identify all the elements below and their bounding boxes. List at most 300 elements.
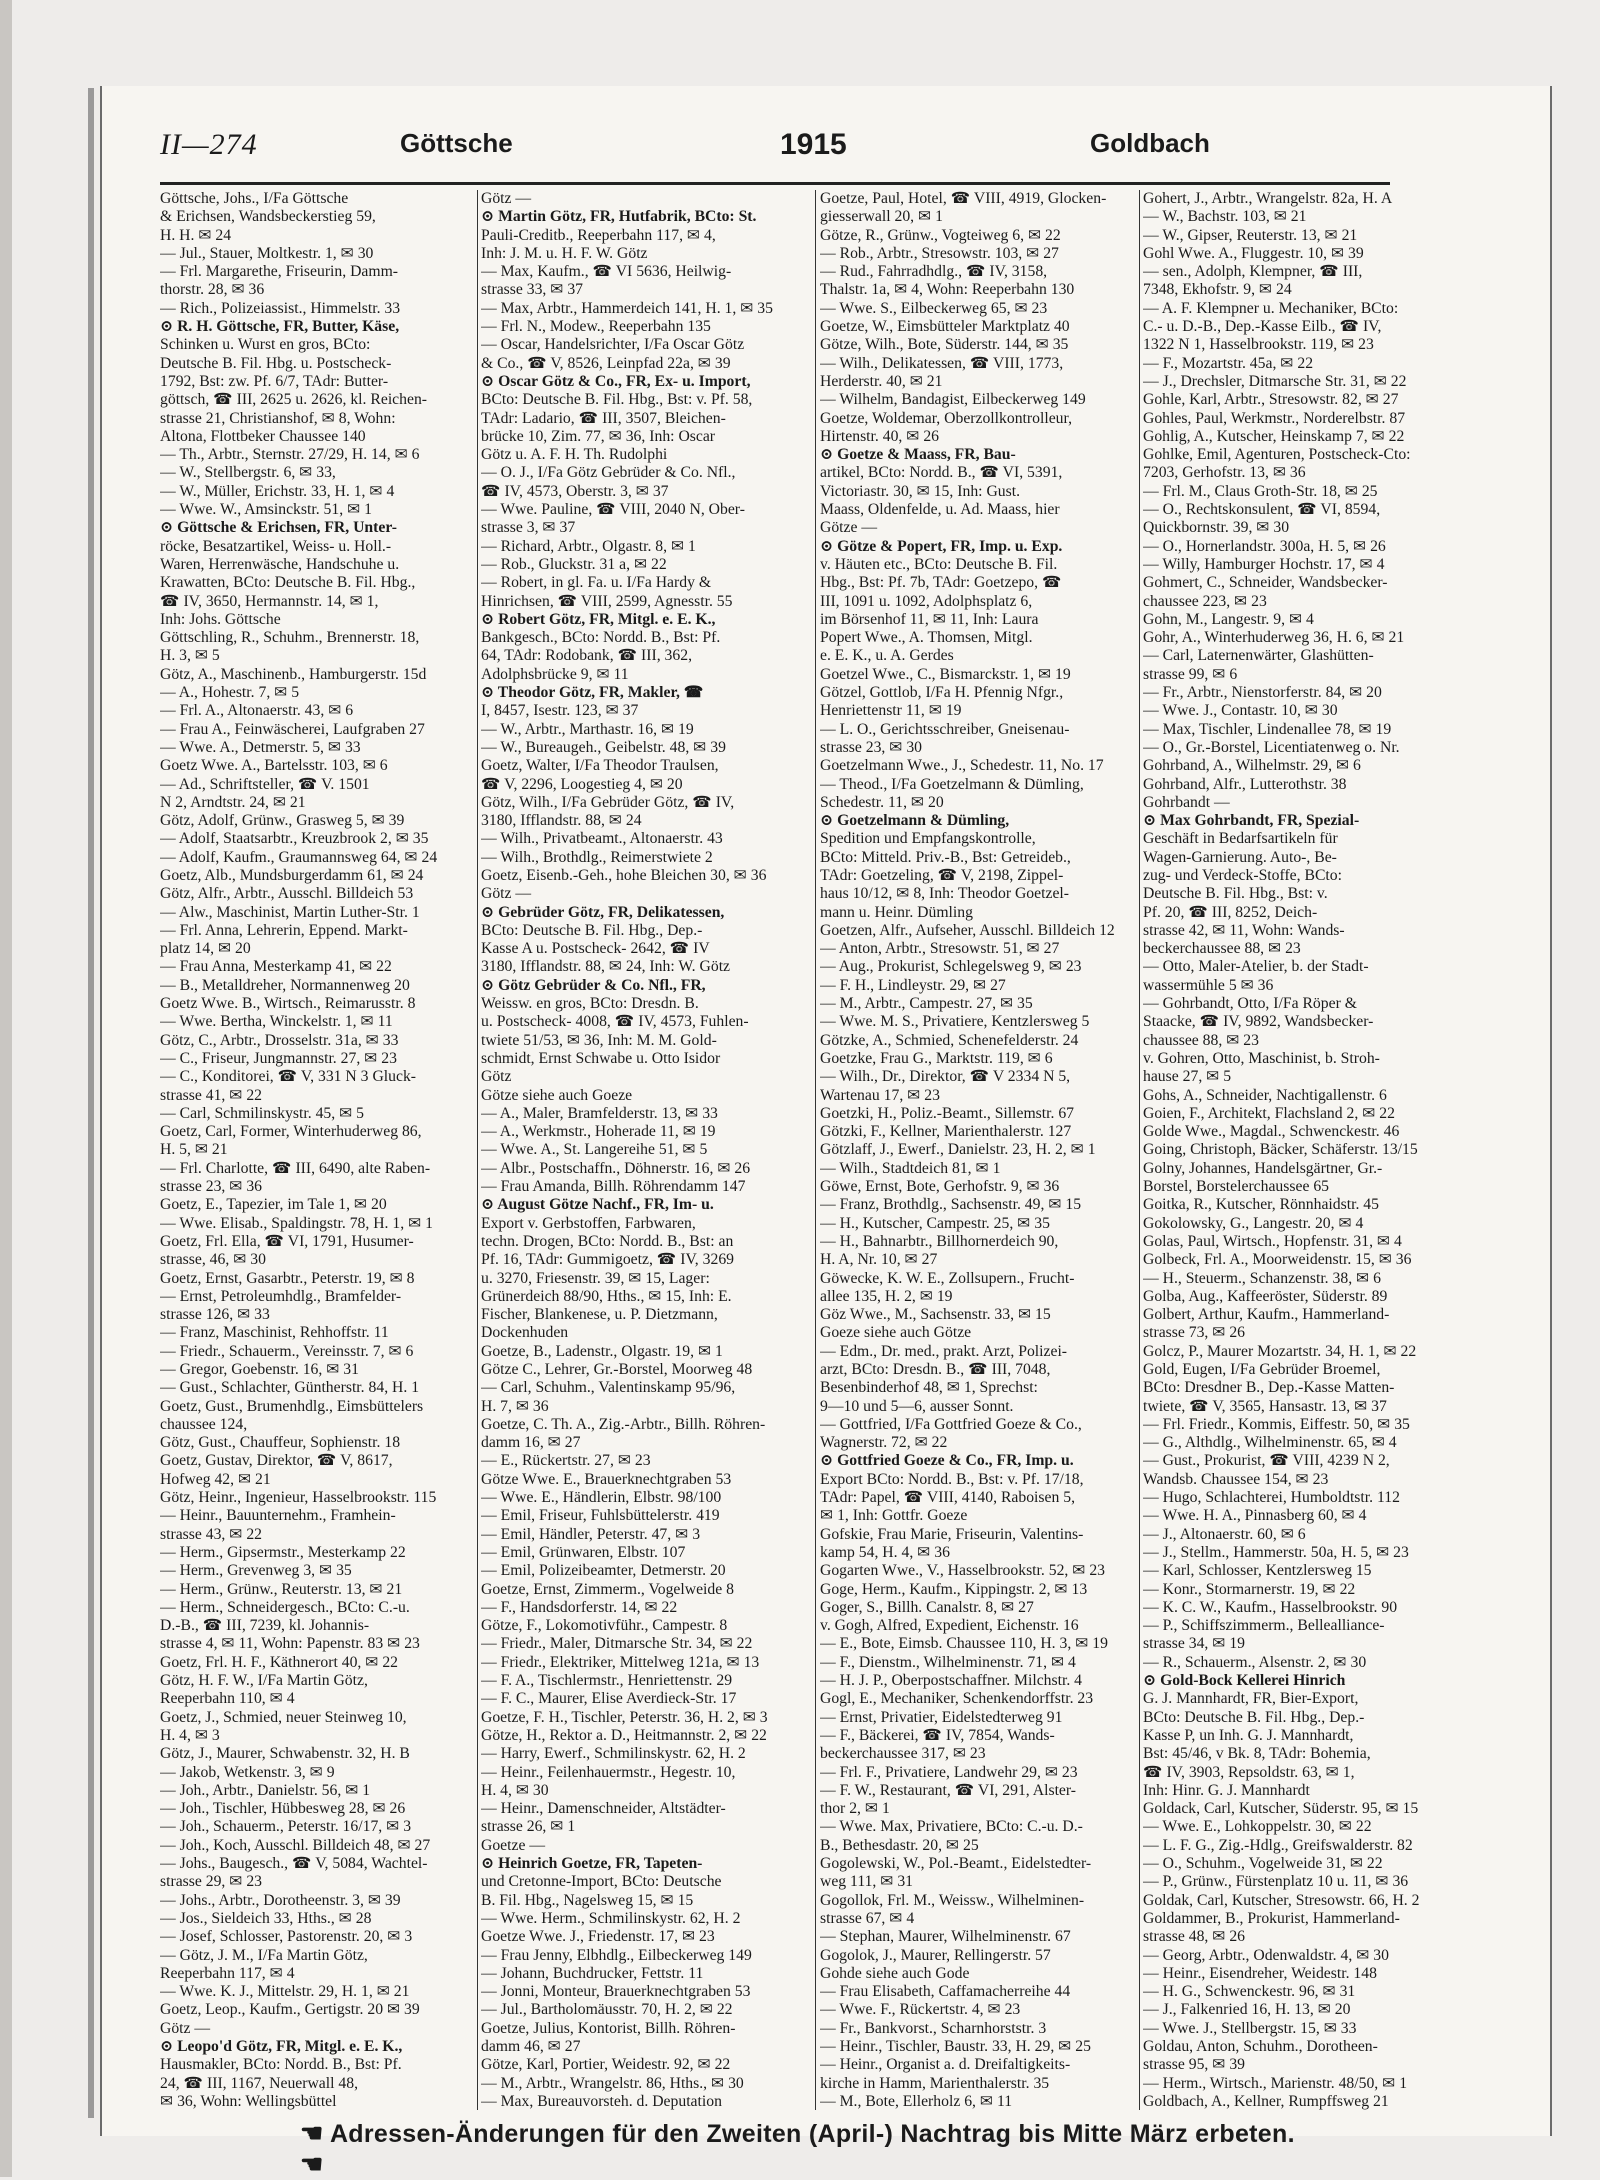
directory-line: — Götz, J. M., I/Fa Martin Götz, xyxy=(160,1946,368,1964)
directory-line: Pf. 20, ☎ III, 8252, Deich- xyxy=(1143,903,1318,921)
directory-line: — Wwe. Bertha, Winckelstr. 1, ✉ 11 xyxy=(160,1013,393,1031)
directory-line: Wandsb. Chaussee 154, ✉ 23 xyxy=(1143,1470,1329,1488)
directory-line: Gogollok, Frl. M., Weissw., Wilhelminen- xyxy=(820,1891,1085,1909)
directory-line: 1322 N 1, Hasselbrookstr. 119, ✉ 23 xyxy=(1143,336,1374,354)
directory-line: ⊙ Robert Götz, FR, Mitgl. e. E. K., xyxy=(481,610,716,628)
directory-line: ⊙ Gebrüder Götz, FR, Delikatessen, xyxy=(481,903,725,921)
directory-line: Gohmert, C., Schneider, Wandsbecker- xyxy=(1143,574,1388,592)
directory-line: — Herm., Gipsermstr., Mesterkamp 22 xyxy=(160,1543,406,1561)
directory-line: TAdr: Papel, ☎ VIII, 4140, Raboisen 5, xyxy=(820,1489,1076,1507)
directory-line: — Frl. Charlotte, ☎ III, 6490, alte Raben- xyxy=(160,1159,431,1177)
directory-line: Goetz, Alb., Mundsburgerdamm 61, ✉ 24 xyxy=(160,866,424,884)
directory-line: — Ad., Schriftsteller, ☎ V. 1501 xyxy=(160,775,370,793)
directory-line: — C., Konditorei, ☎ V, 331 N 3 Gluck- xyxy=(160,1068,417,1086)
directory-line: — Wwe. E., Händlerin, Elbstr. 98/100 xyxy=(481,1489,722,1507)
directory-line: Gogolok, J., Maurer, Rellingerstr. 57 xyxy=(820,1946,1051,1964)
directory-line: — Jul., Stauer, Moltkestr. 1, ✉ 30 xyxy=(160,244,374,262)
directory-line: — O., Gr.-Borstel, Licentiatenweg o. Nr. xyxy=(1143,738,1400,756)
directory-line: 3180, Ifflandstr. 88, ✉ 24, Inh: W. Götz xyxy=(481,958,731,976)
directory-line: — Willy, Hamburger Hochstr. 17, ✉ 4 xyxy=(1143,555,1385,573)
directory-line: Goldak, Carl, Kutscher, Stresowstr. 66, H. 2 xyxy=(1143,1891,1420,1909)
directory-line: strasse 21, Christianshof, ✉ 8, Wohn: xyxy=(160,409,396,427)
directory-line: — Frl. Anna, Lehrerin, Eppend. Markt- xyxy=(160,921,408,939)
directory-line: ☎ IV, 3903, Repsoldstr. 63, ✉ 1, xyxy=(1143,1763,1355,1781)
directory-line: Going, Christoph, Bäcker, Schäferstr. 13/15 xyxy=(1143,1141,1418,1159)
directory-line: III, 1091 u. 1092, Adolphsplatz 6, xyxy=(820,592,1033,610)
directory-line: haus 10/12, ✉ 8, Inh: Theodor Goetzel- xyxy=(820,885,1069,903)
directory-line: — Frl. Margarethe, Friseurin, Damm- xyxy=(160,263,399,281)
directory-line: — O., Rechtskonsulent, ☎ VI, 8594, xyxy=(1143,501,1381,519)
directory-line: — Heinr., Organist a. d. Dreifaltigkeits- xyxy=(820,2056,1071,2074)
directory-line: Gold, Eugen, I/Fa Gebrüder Broemel, xyxy=(1143,1361,1381,1378)
directory-line: Goetze, W., Eimsbütteler Marktplatz 40 xyxy=(820,318,1070,336)
directory-line: H. H. ✉ 24 xyxy=(160,226,232,244)
directory-line: — Joh., Schauerm., Peterstr. 16/17, ✉ 3 xyxy=(160,1818,412,1836)
directory-line: — Wilh., Dr., Direktor, ☎ V 2334 N 5, xyxy=(820,1068,1071,1086)
directory-line: 7203, Gerhofstr. 13, ✉ 36 xyxy=(1143,464,1306,482)
directory-line: strasse 48, ✉ 26 xyxy=(1143,1928,1246,1946)
directory-line: röcke, Besatzartikel, Weiss- u. Holl.- xyxy=(160,537,392,555)
directory-line: — Wwe. Max, Privatiere, BCto: C.-u. D.- xyxy=(820,1818,1083,1836)
directory-line: — Johs., Baugesch., ☎ V, 5084, Wachtel- xyxy=(160,1855,428,1873)
directory-line: v. Gogh, Alfred, Expedient, Eichenstr. 16 xyxy=(820,1617,1079,1635)
directory-line: — Heinr., Eisendreher, Weidestr. 148 xyxy=(1143,1964,1377,1982)
directory-line: beckerchaussee 88, ✉ 23 xyxy=(1143,940,1301,958)
directory-line: — Frl. A., Altonaerstr. 43, ✉ 6 xyxy=(160,702,354,720)
directory-line: twiete, ☎ V, 3565, Hansastr. 13, ✉ 37 xyxy=(1143,1397,1387,1415)
directory-line: strasse 23, ✉ 30 xyxy=(820,738,923,756)
directory-line: — F., Bäckerei, ☎ IV, 7854, Wands- xyxy=(820,1726,1055,1744)
directory-line: — M., Bote, Ellerholz 6, ✉ 11 xyxy=(820,2092,1013,2110)
directory-line: weg 111, ✉ 31 xyxy=(820,1873,914,1891)
directory-line: — Friedr., Maler, Ditmarsche Str. 34, ✉ 22 xyxy=(481,1635,753,1653)
directory-line: — Albr., Postschaffn., Döhnerstr. 16, ✉ 26 xyxy=(481,1159,751,1177)
directory-line: — W., Bachstr. 103, ✉ 21 xyxy=(1143,208,1307,226)
directory-line: — Wwe. F., Rückertstr. 4, ✉ 23 xyxy=(820,2001,1021,2019)
directory-line: Export v. Gerbstoffen, Farbwaren, xyxy=(481,1214,696,1232)
directory-line: Götz u. A. F. H. Th. Rudolphi xyxy=(481,446,668,464)
directory-line: — Jos., Sieldeich 33, Hths., ✉ 28 xyxy=(160,1909,372,1927)
directory-line: und Cretonne-Import, BCto: Deutsche xyxy=(481,1873,722,1891)
directory-line: BCto: Deutsche B. Fil. Hbg., Bst: v. Pf. 58, xyxy=(481,391,753,409)
directory-line: mann u. Heinr. Dümling xyxy=(820,903,973,921)
directory-line: — Franz, Brothdlg., Sachsenstr. 49, ✉ 15 xyxy=(820,1196,1082,1214)
directory-line: ⊙ Götze & Popert, FR, Imp. u. Exp. xyxy=(820,537,1063,555)
directory-line: 64, TAdr: Rodobank, ☎ III, 362, xyxy=(481,647,693,665)
directory-line: Götzlaff, J., Ewerf., Danielstr. 23, H. 2, ✉ 1 xyxy=(820,1141,1096,1159)
directory-line: — Max, Kaufm., ☎ VI 5636, Heilwig- xyxy=(481,263,732,281)
directory-line: — Frau Elisabeth, Caffamacherreihe 44 xyxy=(820,1983,1071,2001)
directory-line: artikel, BCto: Nordd. B., ☎ VI, 5391, xyxy=(820,464,1063,482)
directory-line: — F. W., Restaurant, ☎ VI, 291, Alster- xyxy=(820,1781,1077,1799)
directory-line: thor 2, ✉ 1 xyxy=(820,1800,890,1818)
directory-line: — P., Grünw., Fürstenplatz 10 u. 11, ✉ 36 xyxy=(1143,1873,1409,1891)
directory-line: Quickbornstr. 39, ✉ 30 xyxy=(1143,519,1290,537)
directory-line: — Rud., Fahrradhdlg., ☎ IV, 3158, xyxy=(820,263,1048,281)
directory-line: — J., Drechsler, Ditmarsche Str. 31, ✉ 22 xyxy=(1143,372,1407,390)
directory-line: — Konr., Stormarnerstr. 19, ✉ 22 xyxy=(1143,1580,1356,1598)
directory-line: H. 5, ✉ 21 xyxy=(160,1141,228,1159)
directory-line: — Jul., Bartholomäusstr. 70, H. 2, ✉ 22 xyxy=(481,2001,733,2019)
directory-line: H. 7, ✉ 36 xyxy=(481,1397,549,1415)
directory-line: Bst: 45/46, v Bk. 8, TAdr: Bohemia, xyxy=(1143,1745,1371,1763)
directory-line: — Emil, Händler, Peterstr. 47, ✉ 3 xyxy=(481,1525,701,1543)
directory-line: Pauli-Creditb., Reeperbahn 117, ✉ 4, xyxy=(481,226,716,244)
directory-line: strasse 126, ✉ 33 xyxy=(160,1306,270,1324)
directory-line: strasse 3, ✉ 37 xyxy=(481,519,576,537)
directory-line: Pf. 16, TAdr: Gummigoetz, ☎ IV, 3269 xyxy=(481,1251,735,1269)
directory-line: I, 8457, Isestr. 123, ✉ 37 xyxy=(481,702,639,720)
directory-line: Reeperbahn 117, ✉ 4 xyxy=(160,1964,295,1982)
directory-line: — Wwe. A., Detmerstr. 5, ✉ 33 xyxy=(160,738,361,756)
directory-line: — J., Altonaerstr. 60, ✉ 6 xyxy=(1143,1525,1306,1543)
header-rule xyxy=(160,182,1390,185)
directory-line: Gohde siehe auch Gode xyxy=(820,1964,970,1982)
directory-line: H. 4, ✉ 3 xyxy=(160,1726,220,1744)
directory-line: u. 3270, Friesenstr. 39, ✉ 15, Lager: xyxy=(481,1269,710,1287)
directory-line: zug- und Verdeck-Stoffe, BCto: xyxy=(1143,866,1342,884)
directory-line: — Johann, Buchdrucker, Fettstr. 11 xyxy=(481,1964,704,1982)
footer-text: Adressen-Änderungen für den Zweiten (April-) Nachtrag bis Mitte März erbeten. xyxy=(329,2120,1295,2148)
pointing-hand-icon: ☚ xyxy=(300,2149,324,2179)
directory-line: Goetz, Gust., Brumenhdlg., Eimsbüttelers xyxy=(160,1397,424,1415)
directory-line: strasse 99, ✉ 6 xyxy=(1143,665,1238,683)
directory-line: — Rob., Gluckstr. 31 a, ✉ 22 xyxy=(481,555,667,573)
directory-line: Götz — xyxy=(160,2019,211,2037)
directory-line: strasse 73, ✉ 26 xyxy=(1143,1324,1246,1342)
directory-line: — Wilhelm, Bandagist, Eilbeckerweg 149 xyxy=(820,391,1086,409)
directory-line: Goetz Wwe. A., Bartelsstr. 103, ✉ 6 xyxy=(160,757,388,775)
directory-line: Gohles, Paul, Werkmstr., Norderelbstr. 87 xyxy=(1143,409,1406,427)
directory-line: ⊙ Oscar Götz & Co., FR, Ex- u. Import, xyxy=(481,372,751,390)
directory-line: Goitka, R., Kutscher, Rönnhaidstr. 45 xyxy=(1143,1196,1379,1214)
directory-line: Deutsche B. Fil. Hbg., Bst: v. xyxy=(1143,885,1328,903)
directory-line: — Gohrbandt, Otto, I/Fa Röper & xyxy=(1143,995,1357,1013)
directory-line: Gokolowsky, G., Langestr. 20, ✉ 4 xyxy=(1143,1214,1364,1232)
directory-line: Götz, H. F. W., I/Fa Martin Götz, xyxy=(160,1672,368,1690)
directory-line: — Carl, Schmilinskystr. 45, ✉ 5 xyxy=(160,1104,365,1122)
directory-line: Götz — xyxy=(481,190,532,207)
left-keyword: Göttsche xyxy=(400,128,513,158)
directory-line: Geschäft in Bedarfsartikeln für xyxy=(1143,830,1338,848)
directory-line: ⊙ Theodor Götz, FR, Makler, ☎ xyxy=(481,684,704,702)
directory-line: Gohn, M., Langestr. 9, ✉ 4 xyxy=(1143,610,1314,628)
directory-line: strasse 29, ✉ 23 xyxy=(160,1873,263,1891)
directory-line: — Frau Anna, Mesterkamp 41, ✉ 22 xyxy=(160,958,392,976)
directory-line: — Joh., Koch, Ausschl. Billdeich 48, ✉ 27 xyxy=(160,1836,431,1854)
directory-line: Goldau, Anton, Schuhm., Dorotheen- xyxy=(1143,2037,1378,2055)
pointing-hand-icon: ☚ xyxy=(300,2118,324,2148)
directory-line: ⊙ R. H. Göttsche, FR, Butter, Käse, xyxy=(160,318,400,336)
directory-line: — Theod., I/Fa Goetzelmann & Dümling, xyxy=(820,775,1084,793)
directory-line: Herderstr. 40, ✉ 21 xyxy=(820,372,943,390)
directory-line: ⊙ Götz Gebrüder & Co. Nfl., FR, xyxy=(481,976,706,994)
directory-line: — W., Gipser, Reuterstr. 13, ✉ 21 xyxy=(1143,226,1358,244)
directory-line: H. 3, ✉ 5 xyxy=(160,647,220,665)
directory-line: Götze, Karl, Portier, Weidestr. 92, ✉ 22 xyxy=(481,2056,731,2074)
directory-line: Wartenau 17, ✉ 23 xyxy=(820,1086,940,1104)
directory-line: — Josef, Schlosser, Pastorenstr. 20, ✉ 3 xyxy=(160,1928,413,1946)
directory-line: — Wwe. J., Contastr. 10, ✉ 30 xyxy=(1143,702,1338,720)
directory-line: Gohlig, A., Kutscher, Heinskamp 7, ✉ 22 xyxy=(1143,427,1405,445)
directory-line: Göttschling, R., Schuhm., Brennerstr. 18, xyxy=(160,629,420,647)
directory-line: Göwecke, K. W. E., Zollsupern., Frucht- xyxy=(820,1269,1075,1287)
directory-line: Krawatten, BCto: Deutsche B. Fil. Hbg., xyxy=(160,574,416,592)
directory-line: ⊙ Heinrich Goetze, FR, Tapeten- xyxy=(481,1855,703,1873)
directory-line: giesserwall 20, ✉ 1 xyxy=(820,208,943,226)
directory-line: — Gregor, Goebenstr. 16, ✉ 31 xyxy=(160,1361,359,1378)
directory-line: Götz, C., Arbtr., Drosselstr. 31a, ✉ 33 xyxy=(160,1031,399,1049)
directory-line: Goetze Wwe. J., Friedenstr. 17, ✉ 23 xyxy=(481,1928,715,1946)
directory-line: 1792, Bst: zw. Pf. 6/7, TAdr: Butter- xyxy=(160,372,389,390)
directory-line: BCto: Mitteld. Priv.-B., Bst: Getreideb., xyxy=(820,848,1071,866)
directory-line: Götz — xyxy=(481,885,532,903)
directory-line: strasse 95, ✉ 39 xyxy=(1143,2056,1246,2074)
directory-line: — Joh., Tischler, Hübbesweg 28, ✉ 26 xyxy=(160,1800,406,1818)
directory-line: Goetz Wwe. B., Wirtsch., Reimarusstr. 8 xyxy=(160,995,416,1013)
directory-line: schmidt, Ernst Schwabe u. Otto Isidor xyxy=(481,1049,721,1067)
directory-line: Besenbinderhof 48, ✉ 1, Sprechst: xyxy=(820,1379,1038,1397)
directory-line: — W., Müller, Erichstr. 33, H. 1, ✉ 4 xyxy=(160,482,395,500)
directory-line: — W., Arbtr., Marthastr. 16, ✉ 19 xyxy=(481,720,694,738)
directory-line: göttsch, ☎ III, 2625 u. 2626, kl. Reichen- xyxy=(160,391,428,409)
directory-line: — O., Hornerlandstr. 300a, H. 5, ✉ 26 xyxy=(1143,537,1386,555)
directory-line: — Harry, Ewerf., Schmilinskystr. 62, H. 2 xyxy=(481,1745,746,1763)
directory-line: twiete 51/53, ✉ 36, Inh: M. M. Gold- xyxy=(481,1031,717,1049)
directory-line: ⊙ Goetzelmann & Dümling, xyxy=(820,812,1010,830)
directory-line: — Stephan, Maurer, Wilhelminenstr. 67 xyxy=(820,1928,1071,1946)
directory-line: Goetz, E., Tapezier, im Tale 1, ✉ 20 xyxy=(160,1196,387,1214)
directory-line: Golba, Aug., Kaffeeröster, Süderstr. 89 xyxy=(1143,1287,1388,1305)
directory-line: Wagen-Garnierung. Auto-, Be- xyxy=(1143,848,1337,866)
directory-line: Goldammer, B., Prokurist, Hammerland- xyxy=(1143,1909,1400,1927)
directory-line: — L. F. G., Zig.-Hdlg., Greifswalderstr. 82 xyxy=(1143,1836,1413,1854)
directory-line: Goetze, Woldemar, Oberzollkontrolleur, xyxy=(820,409,1073,427)
directory-line: chaussee 88, ✉ 23 xyxy=(1143,1031,1259,1049)
directory-line: Fischer, Blankenese, u. P. Dietzmann, xyxy=(481,1306,718,1324)
directory-line: e. E. K., u. A. Gerdes xyxy=(820,647,954,665)
directory-line: Goetze — xyxy=(481,1836,546,1854)
directory-line: N 2, Arndtstr. 24, ✉ 21 xyxy=(160,793,306,811)
directory-line: — Friedr., Schauerm., Vereinsstr. 7, ✉ 6 xyxy=(160,1342,414,1360)
directory-line: B. Fil. Hbg., Nagelsweg 15, ✉ 15 xyxy=(481,1891,694,1909)
directory-line: — Joh., Arbtr., Danielstr. 56, ✉ 1 xyxy=(160,1781,371,1799)
directory-line: — Th., Arbtr., Sternstr. 27/29, H. 14, ✉ 6 xyxy=(160,446,420,464)
directory-line: ⊙ Max Gohrbandt, FR, Spezial- xyxy=(1143,812,1360,830)
directory-line: Deutsche B. Fil. Hbg. u. Postscheck- xyxy=(160,354,392,372)
directory-line: Golny, Johannes, Handelsgärtner, Gr.- xyxy=(1143,1159,1383,1177)
directory-line: — Max, Arbtr., Hammerdeich 141, H. 1, ✉ 35 xyxy=(481,299,773,317)
directory-line: — Robert, in gl. Fa. u. I/Fa Hardy & xyxy=(481,574,712,592)
directory-line: Gofskie, Frau Marie, Friseurin, Valentins- xyxy=(820,1525,1084,1543)
directory-line: Waren, Herrenwäsche, Handschuhe u. xyxy=(160,555,400,573)
directory-line: — F. H., Lindleystr. 29, ✉ 27 xyxy=(820,976,1006,994)
directory-line: H. A, Nr. 10, ✉ 27 xyxy=(820,1251,938,1269)
directory-line: — H., Steuerm., Schanzenstr. 38, ✉ 6 xyxy=(1143,1269,1381,1287)
directory-line: Schedestr. 11, ✉ 20 xyxy=(820,793,944,811)
directory-line: — P., Schiffszimmerm., Bellealliance- xyxy=(1143,1617,1385,1635)
directory-line: — Otto, Maler-Atelier, b. der Stadt- xyxy=(1143,958,1369,976)
directory-line: ☎ IV, 3650, Hermannstr. 14, ✉ 1, xyxy=(160,592,379,610)
directory-line: chaussee 223, ✉ 23 xyxy=(1143,592,1267,610)
directory-line: & Co., ☎ V, 8526, Leinpfad 22a, ✉ 39 xyxy=(481,354,731,372)
directory-line: — Heinr., Bauunternehm., Framhein- xyxy=(160,1507,396,1525)
directory-line: — E., Bote, Eimsb. Chaussee 110, H. 3, ✉ 19 xyxy=(820,1635,1108,1653)
directory-line: — Georg, Arbtr., Odenwaldstr. 4, ✉ 30 xyxy=(1143,1946,1389,1964)
directory-line: Goetzel Wwe., C., Bismarckstr. 1, ✉ 19 xyxy=(820,665,1071,683)
directory-line: Hausmakler, BCto: Nordd. B., Bst: Pf. xyxy=(160,2056,402,2074)
directory-line: Goetz, Frl. Ella, ☎ VI, 1791, Husumer- xyxy=(160,1232,414,1250)
column-divider xyxy=(477,190,478,2110)
directory-line: TAdr: Goetzeling, ☎ V, 2198, Zippel- xyxy=(820,866,1064,884)
directory-line: Goetze, Ernst, Zimmerm., Vogelweide 8 xyxy=(481,1580,734,1598)
directory-line: strasse 23, ✉ 36 xyxy=(160,1178,263,1196)
directory-line: ⊙ Göttsche & Erichsen, FR, Unter- xyxy=(160,519,397,537)
directory-line: — Karl, Schlosser, Kentzlersweg 15 xyxy=(1143,1562,1372,1580)
directory-line: — Gottfried, I/Fa Gottfried Goeze & Co., xyxy=(820,1415,1082,1433)
directory-line: strasse 41, ✉ 22 xyxy=(160,1086,263,1104)
directory-line: ⊙ Martin Götz, FR, Hutfabrik, BCto: St. xyxy=(481,208,757,226)
directory-line: Götz, Adolf, Grünw., Grasweg 5, ✉ 39 xyxy=(160,812,405,830)
directory-line: — H., Kutscher, Campestr. 25, ✉ 35 xyxy=(820,1214,1050,1232)
directory-line: v. Gohren, Otto, Maschinist, b. Stroh- xyxy=(1143,1049,1380,1067)
directory-line: kamp 54, H. 4, ✉ 36 xyxy=(820,1543,950,1561)
directory-line: Goetzelmann Wwe., J., Schedestr. 11, No. 17 xyxy=(820,757,1104,775)
directory-line: — F. C., Maurer, Elise Averdieck-Str. 17 xyxy=(481,1690,737,1708)
directory-line: ⊙ August Götze Nachf., FR, Im- u. xyxy=(481,1196,714,1214)
directory-line: Goeze siehe auch Götze xyxy=(820,1324,972,1342)
directory-line: Goetze, B., Ladenstr., Olgastr. 19, ✉ 1 xyxy=(481,1342,723,1360)
directory-line: Golcz, P., Maurer Mozartstr. 34, H. 1, ✉ 22 xyxy=(1143,1342,1417,1360)
directory-line: — Wwe. E., Lohkoppelstr. 30, ✉ 22 xyxy=(1143,1818,1372,1836)
directory-line: Götze, H., Rektor a. D., Heitmannstr. 2, ✉ 22 xyxy=(481,1726,767,1744)
directory-line: — O., Schuhm., Vogelweide 31, ✉ 22 xyxy=(1143,1855,1383,1873)
directory-line: Götzel, Gottlob, I/Fa H. Pfennig Nfgr., xyxy=(820,684,1064,702)
directory-line: Gohrbandt — xyxy=(1143,793,1230,811)
directory-line: — Ernst, Petroleumhdlg., Bramfelder- xyxy=(160,1287,402,1305)
directory-line: Gogarten Wwe., V., Hasselbrookstr. 52, ✉ 23 xyxy=(820,1562,1106,1580)
directory-line: — K. C. W., Kaufm., Hasselbrookstr. 90 xyxy=(1143,1598,1398,1616)
directory-line: Götzki, F., Kellner, Marienthalerstr. 127 xyxy=(820,1123,1072,1141)
directory-line: Göttsche, Johs., I/Fa Göttsche xyxy=(160,190,349,207)
directory-line: Staacke, ☎ IV, 9892, Wandsbecker- xyxy=(1143,1013,1374,1031)
directory-line: — F., Mozartstr. 45a, ✉ 22 xyxy=(1143,354,1314,372)
directory-line: Inh: J. M. u. H. F. W. Götz xyxy=(481,244,648,262)
directory-line: 9—10 und 5—6, ausser Sonnt. xyxy=(820,1397,1014,1415)
directory-line: Bankgesch., BCto: Nordd. B., Bst: Pf. xyxy=(481,629,721,647)
directory-line: — Rich., Polizeiassist., Himmelstr. 33 xyxy=(160,299,401,317)
directory-line: — Adolf, Kaufm., Graumannsweg 64, ✉ 24 xyxy=(160,848,438,866)
directory-line: Popert Wwe., A. Thomsen, Mitgl. xyxy=(820,629,1033,647)
directory-line: — Frau Amanda, Billh. Röhrendamm 147 xyxy=(481,1178,746,1196)
directory-line: — Wwe. Herm., Schmilinskystr. 62, H. 2 xyxy=(481,1909,741,1927)
directory-line: — F. A., Tischlermstr., Henriettenstr. 29 xyxy=(481,1672,733,1690)
directory-line: — H., Bahnarbtr., Billhornerdeich 90, xyxy=(820,1232,1059,1250)
directory-line: — Wwe. S., Eilbeckerweg 65, ✉ 23 xyxy=(820,299,1048,317)
directory-line: — W., Stellbergstr. 6, ✉ 33, xyxy=(160,464,336,482)
directory-line: Goldack, Carl, Kutscher, Süderstr. 95, ✉ 15 xyxy=(1143,1800,1419,1818)
column-divider xyxy=(1139,190,1140,2110)
directory-line: Golbert, Arthur, Kaufm., Hammerland- xyxy=(1143,1306,1390,1324)
directory-line: strasse 42, ✉ 11, Wohn: Wands- xyxy=(1143,921,1345,939)
directory-line: Altona, Flottbeker Chaussee 140 xyxy=(160,427,366,445)
directory-line: — Frl. M., Claus Groth-Str. 18, ✉ 25 xyxy=(1143,482,1378,500)
directory-line: u. Postscheck- 4008, ☎ IV, 4573, Fuhlen- xyxy=(481,1013,749,1031)
directory-line: Gohs, A., Schneider, Nachtigallenstr. 6 xyxy=(1143,1086,1387,1104)
directory-line: strasse 33, ✉ 37 xyxy=(481,281,584,299)
directory-line: — Herm., Grevenweg 3, ✉ 35 xyxy=(160,1562,352,1580)
directory-line: — Wwe. A., St. Langereihe 51, ✉ 5 xyxy=(481,1141,708,1159)
directory-line: Gohrband, A., Wilhelmstr. 29, ✉ 6 xyxy=(1143,757,1361,775)
directory-line: Götze — xyxy=(820,519,878,537)
directory-line: — Heinr., Tischler, Baustr. 33, H. 29, ✉ 25 xyxy=(820,2037,1091,2055)
directory-line: brücke 10, Zim. 77, ✉ 36, Inh: Oscar xyxy=(481,427,716,445)
directory-line: — Gust., Schlachter, Güntherstr. 84, H. 1 xyxy=(160,1379,420,1397)
directory-line: Goetze, Julius, Kontorist, Billh. Röhren- xyxy=(481,2019,736,2037)
directory-line: kirche in Hamm, Marienthalerstr. 35 xyxy=(820,2074,1050,2092)
directory-line: — Wwe. K. J., Mittelstr. 29, H. 1, ✉ 21 xyxy=(160,1983,410,2001)
directory-line: Götze Wwe. E., Brauerknechtgraben 53 xyxy=(481,1470,732,1488)
directory-line: — A., Werkmstr., Hoherade 11, ✉ 19 xyxy=(481,1123,716,1141)
directory-line: allee 135, H. 2, ✉ 19 xyxy=(820,1287,953,1305)
directory-line: Gohert, J., Arbtr., Wrangelstr. 82a, H. A xyxy=(1143,190,1393,207)
directory-line: — Frau Jenny, Elbhdlg., Eilbeckerweg 149 xyxy=(481,1946,752,1964)
directory-line: — Frl. N., Modew., Reeperbahn 135 xyxy=(481,318,711,336)
directory-line: strasse 26, ✉ 1 xyxy=(481,1818,576,1836)
directory-line: — Emil, Grünwaren, Elbstr. 107 xyxy=(481,1543,686,1561)
directory-line: — Max, Tischler, Lindenallee 78, ✉ 19 xyxy=(1143,720,1392,738)
directory-line: Goetz, J., Schmied, neuer Steinweg 10, xyxy=(160,1708,407,1726)
directory-line: — J., Stellm., Hammerstr. 50a, H. 5, ✉ 23 xyxy=(1143,1543,1409,1561)
directory-line: Goetz, Walter, I/Fa Theodor Traulsen, xyxy=(481,757,719,775)
directory-line: strasse, 46, ✉ 30 xyxy=(160,1251,266,1269)
directory-line: Götze siehe auch Goeze xyxy=(481,1086,633,1104)
directory-line: — A., Hohestr. 7, ✉ 5 xyxy=(160,684,300,702)
directory-line: Gohlke, Emil, Agenturen, Postscheck-Cto: xyxy=(1143,446,1411,464)
directory-line: — Gust., Prokurist, ☎ VIII, 4239 N 2, xyxy=(1143,1452,1390,1470)
directory-line: — Ernst, Privatier, Eidelstedterweg 91 xyxy=(820,1708,1063,1726)
directory-line: Hbg., Bst: Pf. 7b, TAdr: Goetzepo, ☎ xyxy=(820,574,1062,592)
directory-line: — Heinr., Feilenhauermstr., Hegestr. 10, xyxy=(481,1763,736,1781)
directory-line: arzt, BCto: Dresdn. B., ☎ III, 7048, xyxy=(820,1361,1051,1378)
directory-line: Gogl, E., Mechaniker, Schenkendorffstr. 23 xyxy=(820,1690,1094,1708)
directory-line: — M., Arbtr., Campestr. 27, ✉ 35 xyxy=(820,995,1033,1013)
directory-line: damm 46, ✉ 27 xyxy=(481,2037,581,2055)
directory-line: Spedition und Empfangskontrolle, xyxy=(820,830,1036,848)
directory-line: Götzke, A., Schmied, Schenefelderstr. 24 xyxy=(820,1031,1079,1049)
directory-line: Goger, S., Billh. Canalstr. 8, ✉ 27 xyxy=(820,1598,1034,1616)
directory-line: strasse 43, ✉ 22 xyxy=(160,1525,263,1543)
directory-line: Maass, Oldenfelde, u. Ad. Maass, hier xyxy=(820,501,1060,519)
directory-line: — G., Althdlg., Wilhelminenstr. 65, ✉ 4 xyxy=(1143,1434,1397,1452)
directory-line: — Frl. Friedr., Kommis, Eiffestr. 50, ✉ 35 xyxy=(1143,1415,1410,1433)
running-header xyxy=(160,128,1410,168)
directory-line: Thalstr. 1a, ✉ 4, Wohn: Reeperbahn 130 xyxy=(820,281,1075,299)
directory-line: H. 4, ✉ 30 xyxy=(481,1781,549,1799)
directory-line: Hinrichsen, ☎ VIII, 2599, Agnesstr. 55 xyxy=(481,592,733,610)
directory-line: — Wilh., Brothdlg., Reimerstwiete 2 xyxy=(481,848,713,866)
directory-line: — Oscar, Handelsrichter, I/Fa Oscar Götz xyxy=(481,336,745,354)
directory-line: — Herm., Schneidergesch., BCto: C.-u. xyxy=(160,1598,410,1616)
directory-line: — Franz, Maschinist, Rehhoffstr. 11 xyxy=(160,1324,389,1342)
directory-column-4 xyxy=(1143,190,1473,2110)
directory-line: — A. F. Klempner u. Mechaniker, BCto: xyxy=(1143,299,1399,317)
directory-line: — M., Arbtr., Wrangelstr. 86, Hths., ✉ 30 xyxy=(481,2074,744,2092)
directory-line: Inh: Johs. Göttsche xyxy=(160,610,281,628)
directory-line: D.-B., ☎ III, 7239, kl. Johannis- xyxy=(160,1617,370,1635)
directory-line: Adolphsbrücke 9, ✉ 11 xyxy=(481,665,629,683)
directory-line: Golde Wwe., Magdal., Schwenckestr. 46 xyxy=(1143,1123,1400,1141)
